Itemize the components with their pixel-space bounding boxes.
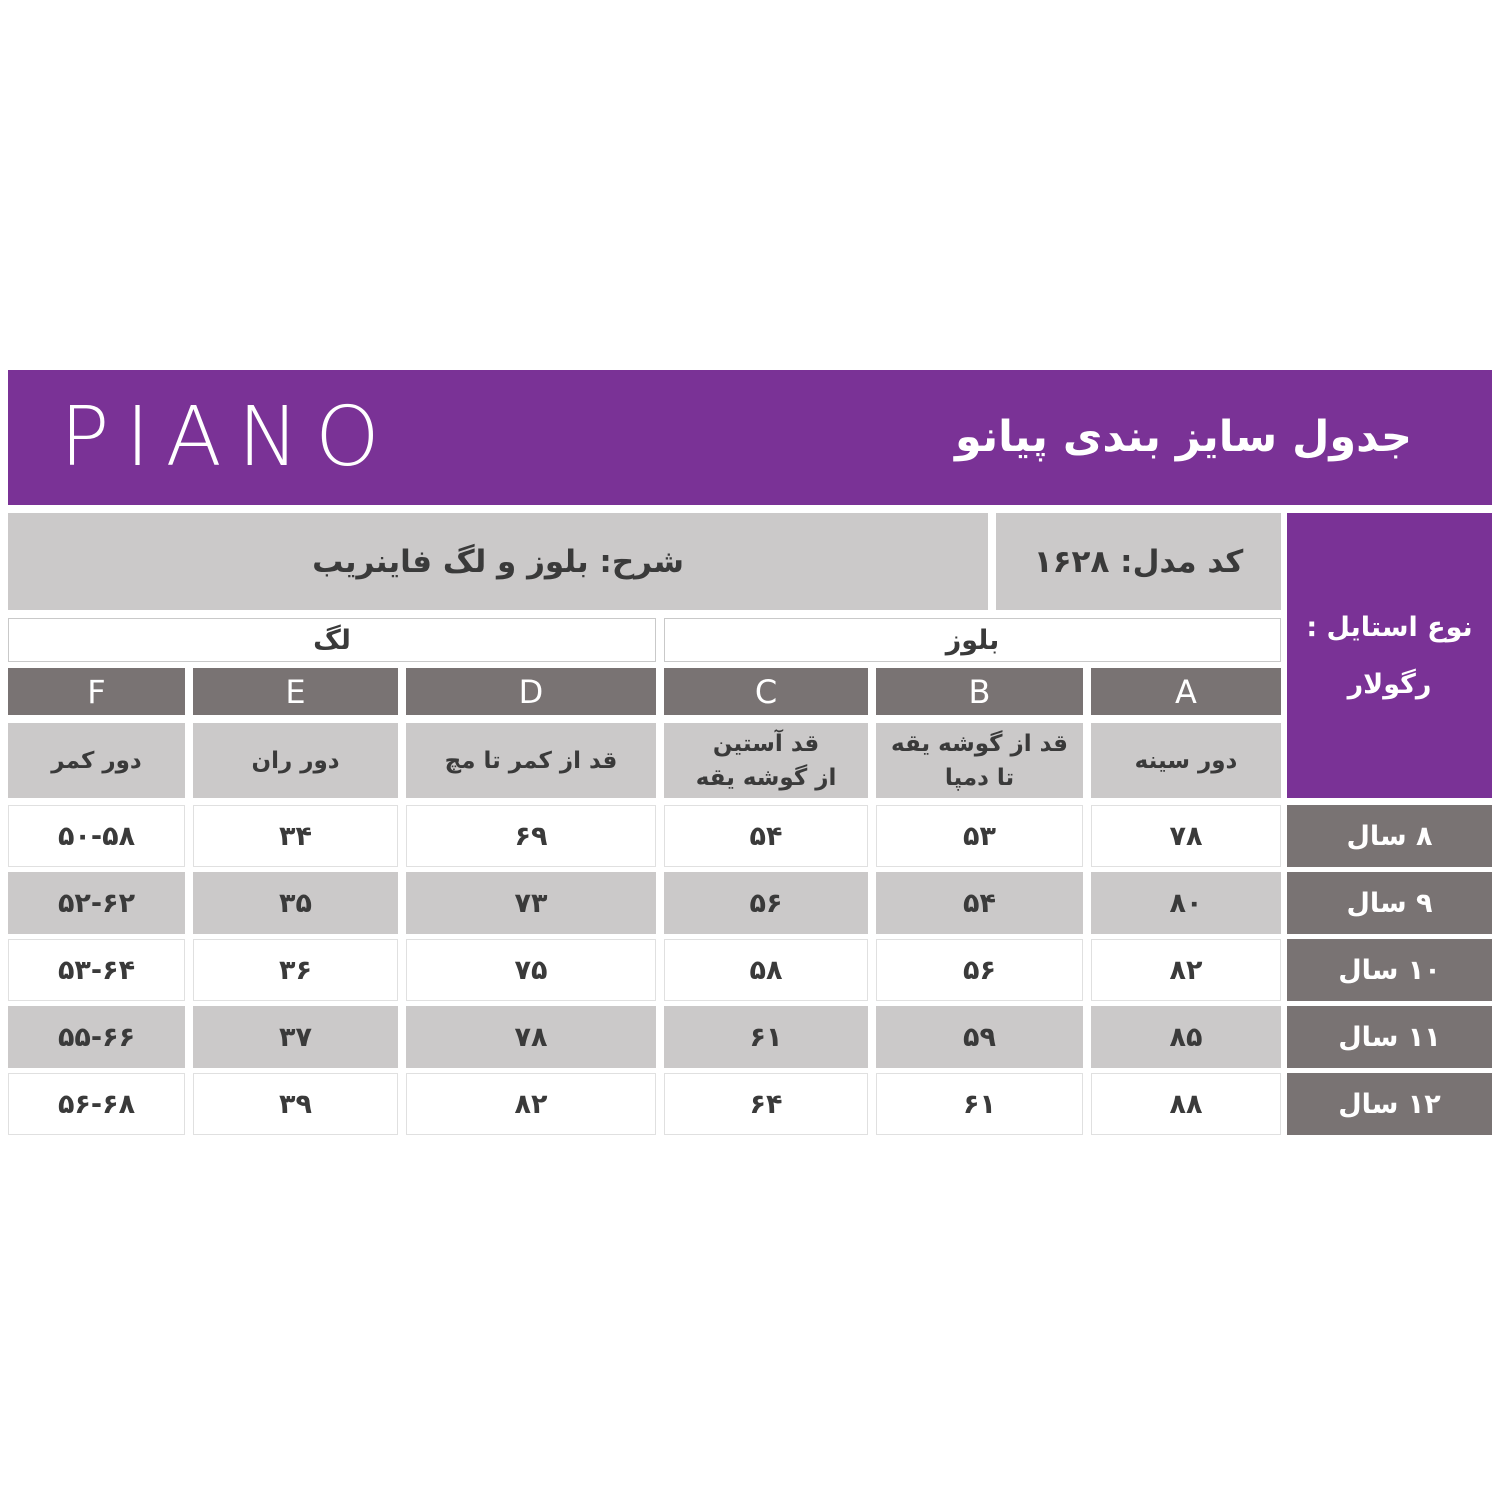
cell-C-8y: ۵۴: [664, 805, 868, 867]
cell-D-10y: ۷۵: [406, 939, 656, 1001]
measure-chest: [1091, 723, 1281, 798]
column-header-F: F: [8, 668, 185, 715]
column-header-C: C: [664, 668, 868, 715]
cell-A-10y: ۸۲: [1091, 939, 1281, 1001]
cell-A-8y: ۷۸: [1091, 805, 1281, 867]
measure-line: قد از گوشه یقه: [891, 730, 1068, 757]
cell-D-12y: ۸۲: [406, 1073, 656, 1135]
row-header-11y: ۱۱ سال: [1287, 1006, 1492, 1068]
row-header-12y: ۱۲ سال: [1287, 1073, 1492, 1135]
cell-D-8y: ۶۹: [406, 805, 656, 867]
measure-line: قد آستین: [712, 730, 820, 757]
measure-line: دور سینه: [1134, 747, 1238, 774]
measure-waist-to-ankle: [406, 723, 656, 798]
row-header-9y: ۹ سال: [1287, 872, 1492, 934]
cell-E-11y: ۳۷: [193, 1006, 398, 1068]
measure-sleeve-length: [664, 723, 868, 798]
style-type-label: نوع استایل :: [1306, 611, 1473, 643]
model-code-cell: کد مدل: ۱۶۲۸: [996, 513, 1281, 610]
cell-C-9y: ۵۶: [664, 872, 868, 934]
column-header-A: A: [1091, 668, 1281, 715]
cell-B-12y: ۶۱: [876, 1073, 1083, 1135]
group-header-leggings: لگ: [8, 618, 656, 662]
column-header-E: E: [193, 668, 398, 715]
cell-E-8y: ۳۴: [193, 805, 398, 867]
measure-line: قد از کمر تا مچ: [444, 747, 618, 774]
cell-A-9y: ۸۰: [1091, 872, 1281, 934]
cell-F-11y: ۵۵-۶۶: [8, 1006, 185, 1068]
cell-F-12y: ۵۶-۶۸: [8, 1073, 185, 1135]
style-type-box: [1287, 513, 1492, 798]
measure-waist: [8, 723, 185, 798]
cell-E-9y: ۳۵: [193, 872, 398, 934]
column-header-D: D: [406, 668, 656, 715]
cell-A-11y: ۸۵: [1091, 1006, 1281, 1068]
column-header-B: B: [876, 668, 1083, 715]
cell-F-8y: ۵۰-۵۸: [8, 805, 185, 867]
cell-F-9y: ۵۲-۶۲: [8, 872, 185, 934]
measure-line: تا دمپا: [944, 764, 1015, 791]
cell-C-10y: ۵۸: [664, 939, 868, 1001]
cell-B-11y: ۵۹: [876, 1006, 1083, 1068]
group-header-blouse: بلوز: [664, 618, 1281, 662]
cell-F-10y: ۵۳-۶۴: [8, 939, 185, 1001]
cell-B-10y: ۵۶: [876, 939, 1083, 1001]
row-header-8y: ۸ سال: [1287, 805, 1492, 867]
measure-thigh: [193, 723, 398, 798]
cell-B-8y: ۵۳: [876, 805, 1083, 867]
page-title: جدول سایز بندی پیانو: [954, 412, 1412, 462]
cell-C-11y: ۶۱: [664, 1006, 868, 1068]
cell-E-10y: ۳۶: [193, 939, 398, 1001]
description-cell: شرح: بلوز و لگ فاینریب: [8, 513, 988, 610]
brand-logo: PIANO: [60, 389, 396, 485]
banner: [8, 370, 1492, 505]
cell-B-9y: ۵۴: [876, 872, 1083, 934]
cell-A-12y: ۸۸: [1091, 1073, 1281, 1135]
row-header-10y: ۱۰ سال: [1287, 939, 1492, 1001]
measure-line: دور کمر: [51, 747, 142, 774]
cell-C-12y: ۶۴: [664, 1073, 868, 1135]
measure-line: از گوشه یقه: [695, 764, 837, 791]
cell-D-9y: ۷۳: [406, 872, 656, 934]
cell-D-11y: ۷۸: [406, 1006, 656, 1068]
measure-line: دور ران: [251, 747, 340, 774]
measure-collar-to-hem: [876, 723, 1083, 798]
cell-E-12y: ۳۹: [193, 1073, 398, 1135]
style-type-value: رگولار: [1347, 668, 1432, 700]
